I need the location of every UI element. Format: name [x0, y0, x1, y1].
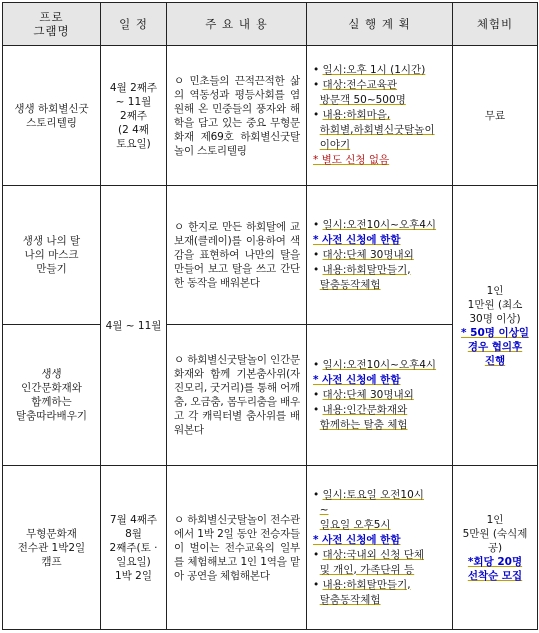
plan-bullet — [313, 419, 320, 431]
plan-text: 대상:단체 30명내외 — [322, 248, 414, 261]
header-program-line2: 그램명 — [33, 24, 70, 38]
plan-text: 대상:전수교육관 — [322, 79, 398, 91]
schedule-cell — [101, 466, 167, 630]
plan-bullet: • — [313, 578, 323, 591]
program-name-line: 전수관 1박2일 — [17, 541, 86, 554]
header-fee: 체험비 — [453, 3, 538, 46]
plan-text: 함께하는 탈춤 체험 — [319, 418, 408, 431]
plan-bullet: * — [313, 533, 323, 546]
plan-text: ~ — [319, 503, 329, 516]
plan-bullet — [313, 504, 320, 516]
plan-bullet: • — [313, 109, 323, 121]
plan-text: 탈춤동작체험 — [319, 593, 381, 606]
schedule-line: 일요일) — [116, 555, 151, 568]
plan-text: 별도 신청 없음 — [321, 154, 390, 166]
plan-text: 일시:토요일 오전10시 — [322, 488, 424, 501]
plan-bullet: • — [313, 218, 323, 231]
plan-item — [313, 403, 448, 418]
fee-line: 1인 — [486, 284, 504, 297]
fee-note: * 50명 이상일 — [461, 326, 529, 339]
header-schedule: 일 정 — [101, 3, 167, 46]
plan-text: 및 개인, 가족단위 등 — [319, 563, 415, 576]
fee-note: *회당 20명 — [467, 555, 523, 568]
fee-note: 선착순 모집 — [467, 569, 523, 582]
plan-bullet: * — [313, 233, 323, 246]
plan-text: 내용:하회탈만들기, — [322, 578, 411, 591]
plan-item — [313, 123, 448, 138]
plan-text: 사전 신청에 한함 — [322, 533, 401, 546]
program-name-line: 생생 나의 탈 — [22, 235, 81, 247]
header-row — [3, 3, 538, 46]
fee-line: 공) — [487, 541, 503, 554]
program-name-line: 캠프 — [41, 555, 62, 568]
program-name — [3, 46, 101, 186]
header-program-line1: 프로 — [39, 10, 64, 24]
plan-text: 하회별,하회별신굿탈놀이 — [319, 124, 435, 136]
plan-cell — [307, 46, 453, 186]
plan-text: 탈춤동작체험 — [319, 278, 381, 291]
plan-item — [313, 218, 448, 233]
schedule-line: 2째주(토 · — [109, 541, 158, 554]
content-cell: ㅇ 하회별신굿탈놀이 인간문화재와 함께 기본춤사위(자진모리, 굿거리)를 통해 어깨춤, 오금춤, 몸두리춤을 배우고 각 캐릭터별 춤사위를 배워본다 — [167, 325, 307, 466]
plan-text: 사전 신청에 한함 — [322, 373, 401, 386]
fee-line: 30명 이상) — [469, 312, 521, 325]
plan-item — [313, 418, 448, 433]
plan-text: 대상:단체 30명내외 — [322, 388, 414, 401]
plan-bullet: • — [313, 358, 323, 371]
table-row — [3, 186, 538, 325]
schedule-line: 1박 2일 — [115, 569, 152, 582]
plan-item — [313, 388, 448, 403]
program-name-line: 무형문화재 — [26, 527, 77, 540]
plan-item — [313, 533, 448, 548]
schedule-line: 토요일) — [116, 137, 151, 150]
plan-item — [313, 233, 448, 248]
fee-line: 1만원 (최소 — [467, 298, 523, 311]
plan-item — [313, 503, 448, 518]
program-name-line: 함께하는 — [31, 396, 72, 408]
plan-bullet: • — [313, 64, 323, 76]
plan-bullet — [313, 519, 320, 531]
fee-note: 진행 — [484, 354, 506, 367]
plan-text: 일시:오후 1시 (1시간) — [322, 64, 426, 76]
plan-text: 일시:오전10시~오후4시 — [322, 218, 437, 231]
schedule-line: ~ 11월 — [115, 95, 152, 108]
content-cell: ㅇ 한지로 만든 하회탈에 교보재(클레이)를 이용하여 색감을 표현하여 나만의 탈을 만들어 보고 탈을 쓰고 간단한 동작을 배워본다 — [167, 186, 307, 325]
fee-cell — [453, 46, 538, 186]
header-plan: 실 행 계 획 — [307, 3, 453, 46]
program-name-line: 스토리텔링 — [26, 116, 77, 129]
plan-item — [313, 373, 448, 388]
plan-bullet: • — [313, 79, 323, 91]
plan-bullet: • — [313, 388, 323, 401]
plan-text: 내용:하회탈만들기, — [322, 263, 411, 276]
plan-cell — [307, 325, 453, 466]
program-name — [3, 466, 101, 630]
plan-item — [313, 93, 448, 108]
program-name-line: 생생 하회별신굿 — [14, 102, 89, 115]
plan-bullet — [313, 594, 320, 606]
plan-bullet — [313, 94, 320, 106]
plan-item — [313, 488, 448, 503]
schedule-line: 8월 — [125, 527, 142, 540]
fee-note: 경우 협의후 — [467, 340, 523, 353]
plan-item — [313, 518, 448, 533]
plan-item — [313, 278, 448, 293]
plan-text: 일시:오전10시~오후4시 — [322, 358, 437, 371]
plan-text: 일요일 오후5시 — [319, 518, 391, 531]
fee-cell — [453, 466, 538, 630]
plan-item — [313, 153, 448, 168]
plan-bullet: • — [313, 403, 323, 416]
header-program — [3, 3, 101, 46]
plan-bullet: • — [313, 263, 323, 276]
table-row — [3, 46, 538, 186]
fee-line: 무료 — [484, 109, 506, 122]
fee-line: 1인 — [486, 513, 504, 526]
plan-text: 사전 신청에 한함 — [322, 233, 401, 246]
plan-item — [313, 548, 448, 563]
plan-item — [313, 563, 448, 578]
plan-item — [313, 248, 448, 263]
plan-bullet: * — [313, 154, 322, 166]
plan-bullet: • — [313, 488, 323, 501]
plan-bullet: • — [313, 548, 323, 561]
plan-bullet — [313, 124, 320, 136]
plan-cell — [307, 186, 453, 325]
content-cell: ㅇ 하회별신굿탈놀이 전수관에서 1박 2일 동안 전승자들이 벌이는 전수교육의 일부를 체험해보고 1인 1역을 맡아 공연을 체험해본다 — [167, 466, 307, 630]
plan-text: 내용:하회마을, — [322, 109, 391, 121]
plan-text: 이야기 — [319, 139, 351, 151]
schedule-line: 4월 2째주 — [109, 81, 158, 94]
plan-text: 내용:인간문화재와 — [322, 403, 408, 416]
program-name-line: 나의 마스크 — [24, 249, 79, 261]
plan-item — [313, 78, 448, 93]
program-name-line: 만들기 — [36, 263, 67, 275]
plan-item — [313, 63, 448, 78]
program-name-line: 인간문화재와 — [21, 382, 82, 394]
content-cell: ㅇ 민초들의 끈적끈적한 삶의 역동성과 평등사회를 염원해 온 민중들의 풍자와 해학을 담고 있는 중요 무형문화재 제69호 하회별신굿탈놀이 스토리텔링 — [167, 46, 307, 186]
schedule-line: (2 4째 — [118, 123, 149, 136]
header-content: 주 요 내 용 — [167, 3, 307, 46]
schedule-cell — [101, 46, 167, 186]
program-name-line: 탈춤따라배우기 — [15, 410, 87, 422]
plan-item — [313, 108, 448, 123]
plan-item — [313, 138, 448, 153]
plan-item — [313, 578, 448, 593]
plan-bullet — [313, 564, 320, 576]
schedule-line: 7월 4째주 — [109, 513, 158, 526]
plan-text: 대상:국내외 신청 단체 — [322, 548, 425, 561]
plan-text: 방문객 50~500명 — [319, 94, 406, 106]
plan-bullet: • — [313, 248, 323, 261]
program-name — [3, 186, 101, 325]
plan-bullet — [313, 279, 320, 291]
schedule-line: 2째주 — [120, 109, 147, 122]
plan-item — [313, 358, 448, 373]
program-name — [3, 325, 101, 466]
schedule-cell-shared: 4월 ~ 11월 — [101, 186, 167, 466]
plan-cell — [307, 466, 453, 630]
program-table — [2, 2, 538, 630]
program-name-line: 생생 — [41, 368, 62, 380]
fee-cell-shared — [453, 186, 538, 466]
table-row — [3, 466, 538, 630]
plan-item — [313, 593, 448, 608]
plan-bullet — [313, 139, 320, 151]
plan-item — [313, 263, 448, 278]
fee-line: 5만원 (숙식제 — [462, 527, 528, 540]
plan-bullet: * — [313, 373, 323, 386]
